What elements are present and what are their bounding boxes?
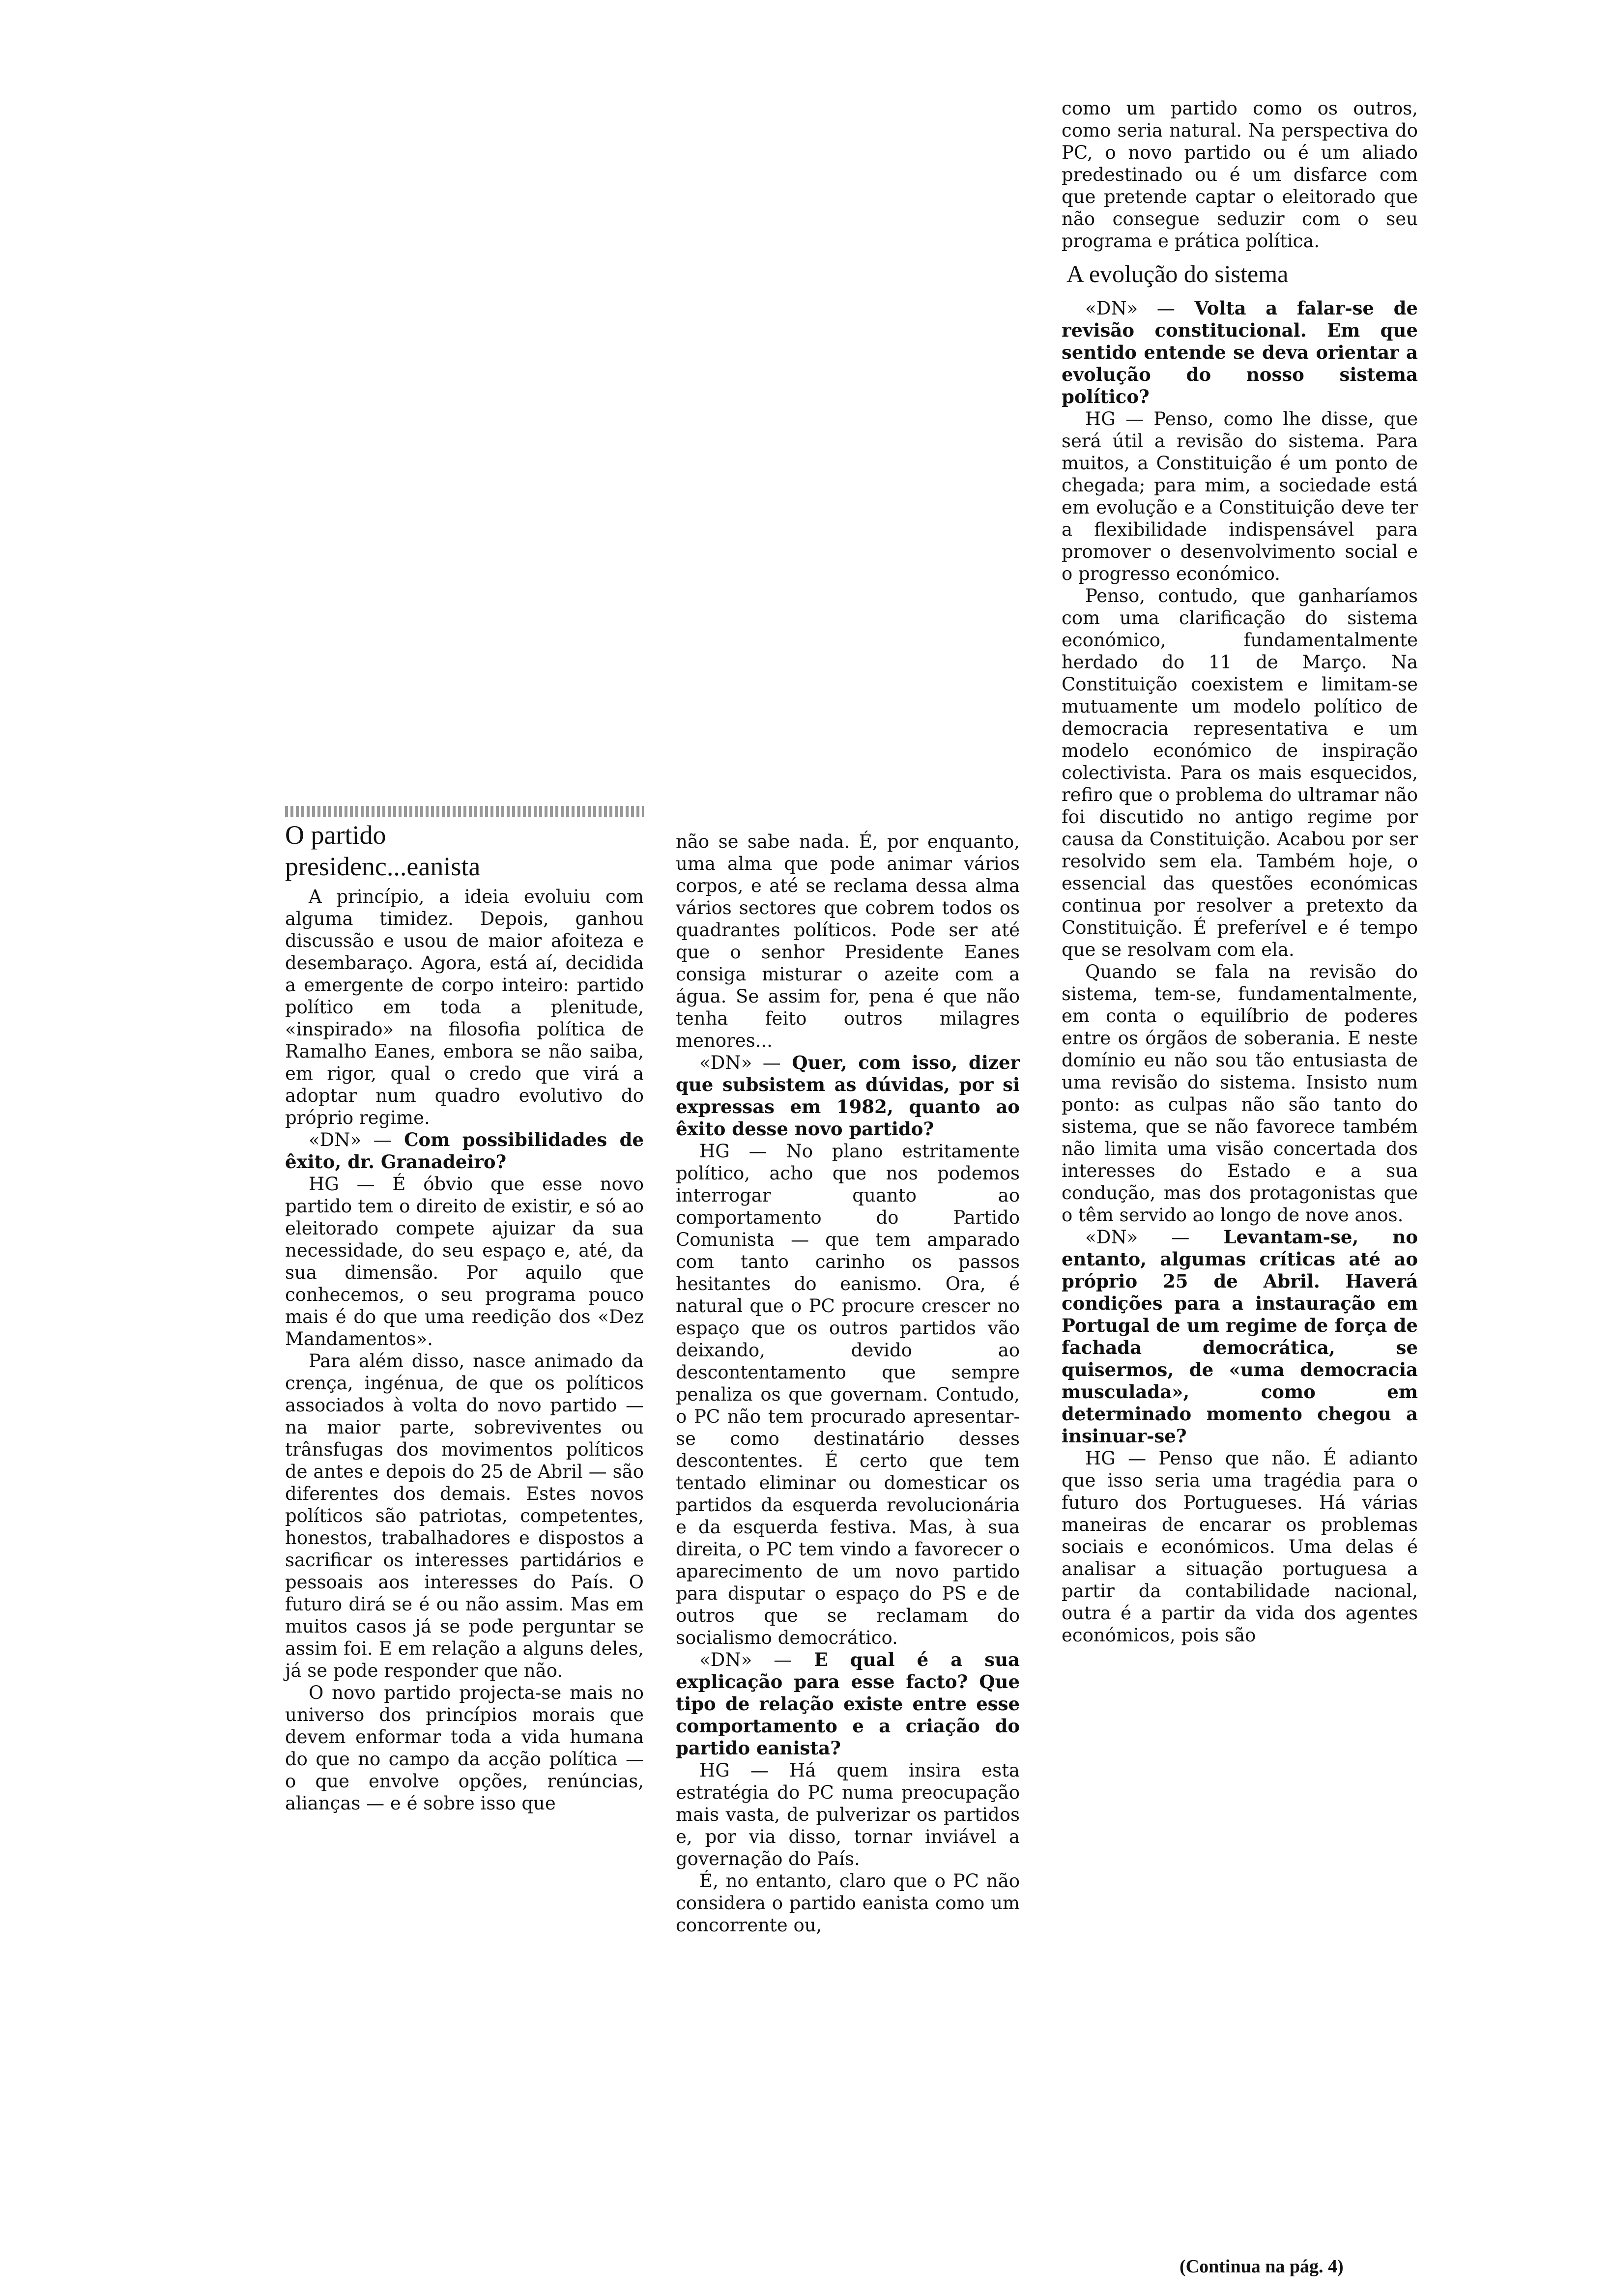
article-title-line-2: presidenc...eanista bbox=[285, 852, 481, 881]
question-speaker: «DN» — bbox=[1085, 298, 1175, 319]
paragraph: É, no entanto, claro que o PC não considera o partido eanista como um concorrente ou, bbox=[676, 1870, 1020, 1936]
paragraph: Quando se fala na revisão do sistema, tem-se, fundamentalmente, em conta o equilíbrio de poderes entre os órgãos de soberania. E neste domínio eu não sou tão entusiasta de uma revisão do sistema. Insisto num ponto: as culpas não são tanto do sistema, que se não favorece também não limita uma visão concertada dos interesses do Estado e a sua condução, mas dos protagonistas que o têm servido ao longo de nove anos. bbox=[1062, 961, 1418, 1226]
interview-answer bbox=[1062, 1447, 1418, 1646]
question-speaker: «DN» — bbox=[699, 1649, 792, 1670]
paragraph: A princípio, a ideia evoluiu com alguma timidez. Depois, ganhou discussão e usou de maior afoiteza e desembaraço. Agora, está aí, decidida a emergente de corpo inteiro: partido político em toda a plenitude, «inspirado» na filosofia política de Ramalho Eanes, embora se não saiba, em rigor, qual o credo que virá a adoptar num quadro evolutivo do próprio regime. bbox=[285, 886, 644, 1128]
column-3 bbox=[1062, 97, 1418, 1646]
paragraph: não se sabe nada. É, por enquanto, uma alma que pode animar vários corpos, e até se reclama dessa alma vários sectores que cobrem todos os quadrantes políticos. Pode ser até que o senhor Presidente Eanes consiga misturar o azeite com a água. Se assim for, pena é que não tenha feito outros milagres menores... bbox=[676, 831, 1020, 1051]
column-1 bbox=[285, 806, 644, 1814]
question-speaker: «DN» — bbox=[1085, 1227, 1190, 1248]
paragraph: O novo partido projecta-se mais no universo dos princípios morais que devem enformar toda a vida humana do que no campo da acção política — o que envolve opções, renúncias, alianças — e é sobre isso que bbox=[285, 1682, 644, 1814]
header-rule bbox=[285, 806, 644, 817]
interview-question bbox=[1062, 297, 1418, 408]
answer-speaker: HG — bbox=[309, 1174, 375, 1195]
interview-answer bbox=[676, 1140, 1020, 1649]
question-text: Volta a falar-se de revisão constitucional. Em que sentido entende se deva orientar a evolução do nosso sistema político? bbox=[1062, 297, 1418, 407]
column-2 bbox=[676, 831, 1020, 1936]
answer-text: Penso que não. É adianto que isso seria uma tragédia para o futuro dos Portugueses. Há várias maneiras de encarar os problemas sociais e económicos. Uma delas é analisar a situação portuguesa a partir da contabilidade nacional, outra é a partir da vida dos agentes económicos, pois são bbox=[1062, 1448, 1418, 1646]
interview-question bbox=[676, 1649, 1020, 1759]
question-speaker: «DN» — bbox=[699, 1052, 781, 1073]
answer-speaker: HG — bbox=[1085, 408, 1144, 430]
continued-note: (Continua na pág. 4) bbox=[1180, 2256, 1344, 2277]
interview-question bbox=[676, 1052, 1020, 1140]
answer-text: Penso, como lhe disse, que será útil a revisão do sistema. Para muitos, a Constituição é um ponto de chegada; para mim, a sociedade está em evolução e a Constituição deve ter a flexibilidade indispensável para promover o desenvolvimento social e o progresso económico. bbox=[1062, 408, 1418, 584]
interview-answer bbox=[285, 1173, 644, 1350]
answer-speaker: HG — bbox=[1085, 1448, 1147, 1469]
interview-answer bbox=[1062, 408, 1418, 585]
interview-question bbox=[285, 1129, 644, 1173]
answer-text: Há quem insira esta estratégia do PC numa preocupação mais vasta, de pulverizar os partidos e, por via disso, tornar inviável a governação do País. bbox=[676, 1760, 1020, 1869]
answer-text: É óbvio que esse novo partido tem o direito de existir, e só ao eleitorado compete ajuizar da sua necessidade, do seu espaço e, até, da sua dimensão. Por aquilo que conhecemos, o seu programa pouco mais é do que uma reedição dos «Dez Mandamentos». bbox=[285, 1174, 644, 1349]
paragraph: como um partido como os outros, como seria natural. Na perspectiva do PC, o novo partido ou é um aliado predestinado ou é um disfarce com que pretende captar o eleitorado que não consegue seduzir com o seu programa e prática política. bbox=[1062, 98, 1418, 252]
interview-question bbox=[1062, 1226, 1418, 1447]
question-text: Com possibilidades de êxito, dr. Granadeiro? bbox=[285, 1129, 644, 1173]
answer-text: No plano estritamente político, acho que nos podemos interrogar quanto ao comportamento do Partido Comunista — que tem amparado com tanto carinho os passos hesitantes do eanismo. Ora, é natural que o PC procure crescer no espaço que os outros partidos vão deixando, devido ao descontentamento que sempre penaliza os que governam. Contudo, o PC não tem procurado apresentar-se como destinatário desses descontentes. É certo que tem tentado eliminar ou domesticar os partidos da esquerda revolucionária e da esquerda festiva. Mas, à sua direita, o PC tem vindo a favorecer o aparecimento de um novo partido para disputar o espaço do PS e de outros que se reclamam do socialismo democrático. bbox=[676, 1141, 1020, 1648]
paragraph: Penso, contudo, que ganharíamos com uma clarificação do sistema económico, fundamentalmente herdado do 11 de Março. Na Constituição coexistem e limitam-se mutuamente um modelo político de democracia representativa e um modelo económico de inspiração colectivista. Para os mais esquecidos, refiro que o problema do ultramar não foi discutido no antigo regime por causa da Constituição. Acabou por ser resolvido sem ela. Também hoje, o essencial das questões económicas continua por resolver a pretexto da Constituição. É preferível e é tempo que se resolvam com ela. bbox=[1062, 585, 1418, 960]
question-text: Levantam-se, no entanto, algumas críticas até ao próprio 25 de Abril. Haverá condições para a instauração em Portugal de um regime de força de fachada democrática, se quisermos, de «uma democracia musculada», como em determinado momento chegou a insinuar-se? bbox=[1062, 1226, 1418, 1447]
answer-speaker: HG — bbox=[699, 1760, 769, 1781]
section-subheading: A evolução do sistema bbox=[1066, 260, 1289, 287]
question-text: E qual é a sua explicação para esse facto? Que tipo de relação existe entre esse comportamento e a criação do partido eanista? bbox=[676, 1649, 1020, 1759]
question-speaker: «DN» — bbox=[309, 1129, 392, 1150]
paragraph: Para além disso, nasce animado da crença, ingénua, de que os políticos associados à volta do novo partido — na maior parte, sobreviventes ou trânsfugas dos movimentos políticos de antes e depois do 25 de Abril — são diferentes dos demais. Estes novos políticos são patriotas, competentes, honestos, trabalhadores e dispostos a sacrificar os interesses partidários e pessoais aos interesses do País. O futuro dirá se é ou não assim. Mas em muitos casos já se pode perguntar se assim foi. E em relação a alguns deles, já se pode responder que não. bbox=[285, 1350, 644, 1681]
question-text: Quer, com isso, dizer que subsistem as dúvidas, por si expressas em 1982, quanto ao êxito desse novo partido? bbox=[676, 1052, 1020, 1140]
interview-answer bbox=[676, 1759, 1020, 1870]
article-title-line-1: O partido bbox=[285, 820, 386, 850]
answer-speaker: HG — bbox=[699, 1141, 767, 1162]
